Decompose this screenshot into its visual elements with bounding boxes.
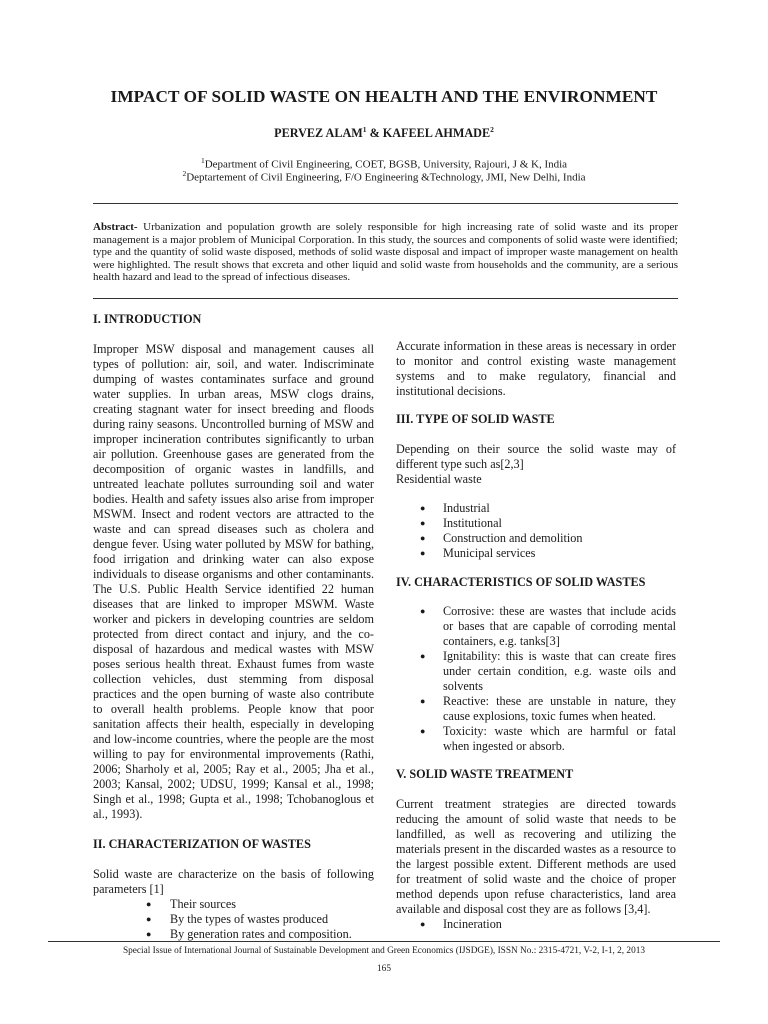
list-item-text: Ignitability: this is waste that can create fires under certain condition, e.g. waste oils and solvents bbox=[443, 649, 676, 693]
affiliation-1-sup: 1 bbox=[200, 156, 205, 165]
bullet-icon: ● bbox=[420, 533, 426, 543]
type-heading: III. TYPE OF SOLID WASTE bbox=[396, 412, 555, 426]
treatment-heading: V. SOLID WASTE TREATMENT bbox=[396, 767, 574, 781]
type-paragraph: Depending on their source the solid waste may of different type such as[2,3] bbox=[396, 442, 676, 471]
journal-footer: Special Issue of International Journal of Sustainable Development and Green Economics (IJSDGE), ISSN No.: 2315-4721, V-2, I-1, 2, 2013 bbox=[122, 946, 646, 956]
bullet-icon: ● bbox=[420, 503, 426, 513]
author-separator: & bbox=[366, 126, 383, 141]
type-subheading: Residential waste bbox=[396, 472, 482, 486]
characteristics-list bbox=[396, 604, 676, 754]
left-column bbox=[93, 312, 374, 942]
bullet-icon: ● bbox=[146, 929, 152, 939]
list-item-text: Institutional bbox=[443, 516, 502, 530]
paper-title: IMPACT OF SOLID WASTE ON HEALTH AND THE ENVIRONMENT bbox=[110, 87, 658, 106]
list-item bbox=[420, 501, 676, 516]
continuation-paragraph: Accurate information in these areas is necessary in order to monitor and control existing waste management systems and to make regulatory, financial and institutional decisions. bbox=[396, 339, 676, 398]
characterization-paragraph: Solid waste are characterize on the basis of following parameters [1] bbox=[93, 867, 374, 896]
list-item-text: Their sources bbox=[170, 897, 236, 911]
list-item bbox=[146, 897, 374, 912]
list-item bbox=[146, 912, 374, 927]
bullet-icon: ● bbox=[146, 899, 152, 909]
list-item-text: Municipal services bbox=[443, 546, 536, 560]
affiliation-2-sup: 2 bbox=[182, 169, 187, 178]
treatment-list bbox=[396, 917, 676, 932]
author-1: PERVEZ ALAM bbox=[274, 126, 363, 141]
affiliation-1-text: Department of Civil Engineering, COET, BGSB, University, Rajouri, J & K, India bbox=[204, 158, 568, 171]
characteristics-heading: IV. CHARACTERISTICS OF SOLID WASTES bbox=[396, 575, 646, 589]
bullet-icon: ● bbox=[420, 726, 426, 736]
divider-abstract bbox=[93, 298, 678, 299]
list-item bbox=[420, 531, 676, 546]
bullet-icon: ● bbox=[420, 518, 426, 528]
list-item-text: Toxicity: waste which are harmful or fatal when ingested or absorb. bbox=[443, 724, 676, 753]
affiliation-2 bbox=[0, 167, 768, 185]
list-item bbox=[146, 927, 374, 942]
list-item bbox=[420, 917, 676, 932]
right-column bbox=[396, 339, 676, 932]
bullet-icon: ● bbox=[420, 696, 426, 706]
divider-footer bbox=[48, 941, 720, 942]
list-item-text: Construction and demolition bbox=[443, 531, 583, 545]
list-item bbox=[420, 604, 676, 649]
bullet-icon: ● bbox=[420, 548, 426, 558]
author-2: KAFEEL AHMADE bbox=[382, 126, 491, 141]
treatment-paragraph: Current treatment strategies are directed towards reducing the amount of solid waste that needs to be landfilled, as well as recovering and utilizing the materials present in the discarded wastes as a resource to the largest possible extent. Different methods are used for treatment of solid waste and the choice of proper method depends upon refuse characteristics, land area available and disposal cost they are as follows [3,4]. bbox=[396, 797, 676, 916]
page-number: 165 bbox=[377, 964, 391, 974]
list-item bbox=[420, 516, 676, 531]
list-item-text: By generation rates and composition. bbox=[170, 927, 352, 941]
list-item-text: Industrial bbox=[443, 501, 490, 515]
intro-paragraph: Improper MSW disposal and management causes all types of pollution: air, soil, and water. Indiscriminate dumping of wastes contaminates surface and ground water supplies. In urban areas, MSW clogs drains, creating stagnant water for insect breeding and floods during rainy seasons. Uncontrolled burning of MSW and improper incineration contributes significantly to urban air pollution. Greenhouse gases are generated from the decomposition of organic wastes in landfills, and untreated leachate pollutes surrounding soil and water bodies. Health and safety issues also arise from improper MSWM. Insect and rodent vectors are attracted to the waste and can spread diseases such as cholera and dengue fever. Using water polluted by MSW for bathing, food irrigation and drinking water can also expose individuals to disease organisms and other contaminants. The U.S. Public Health Service identified 22 human diseases that are linked to improper MSWM. Waste worker and pickers in developing countries are seldom protected from direct contact and injury, and the co-disposal of hazardous and medical wastes with MSW poses serious health threat. Exhaust fumes from waste collection vehicles, dust stemming from disposal practices and the open burning of waste also contribute to overall health problems. People know that poor sanitation affects their health, especially in developing and low-income countries, where the people are the most willing to pay for environmental improvements (Rathi, 2006; Sharholy et al, 2005; Ray et al., 2005; Jha et al., 2003; Kansal, 2002; UDSU, 1999; Kansal et al., 1998; Singh et al., 1998; Gupta et al., 1998; Tchobanoglous et al., 1993). bbox=[93, 342, 374, 821]
bullet-icon: ● bbox=[420, 606, 426, 616]
abstract-text: Urbanization and population growth are solely responsible for high increasing rate of solid waste and its proper management is a major problem of Municipal Corporation. In this study, the sources and components of solid waste were identified; type and the quantity of solid waste disposed, methods of solid waste disposal and impact of improper waste management on health were highlighted. The result shows that excreta and other liquid and solid waste from households and the community, are a serious health hazard and lead to the spread of infectious diseases. bbox=[93, 221, 678, 284]
characterization-heading: II. CHARACTERIZATION OF WASTES bbox=[93, 837, 311, 851]
affiliation-2-text: Deptartement of Civil Engineering, F/O Engineering &Technology, JMI, New Delhi, India bbox=[186, 171, 586, 184]
list-item bbox=[420, 546, 676, 561]
type-list bbox=[396, 501, 676, 561]
list-item-text: Incineration bbox=[443, 917, 502, 931]
abstract-label: Abstract- bbox=[93, 221, 138, 233]
author-1-sup: 1 bbox=[362, 125, 367, 134]
abstract bbox=[93, 221, 678, 284]
divider-top bbox=[93, 203, 678, 204]
list-item bbox=[420, 649, 676, 694]
list-item-text: By the types of wastes produced bbox=[170, 912, 329, 926]
authors bbox=[0, 125, 768, 141]
author-2-sup: 2 bbox=[490, 125, 494, 134]
list-item bbox=[420, 694, 676, 724]
bullet-icon: ● bbox=[420, 919, 426, 929]
list-item bbox=[420, 724, 676, 754]
characterization-list bbox=[93, 897, 374, 942]
bullet-icon: ● bbox=[146, 914, 152, 924]
list-item-text: Reactive: these are unstable in nature, they cause explosions, toxic fumes when heated. bbox=[443, 694, 676, 723]
bullet-icon: ● bbox=[420, 651, 426, 661]
list-item-text: Corrosive: these are wastes that include acids or bases that are capable of corroding mental containers, e.g. tanks[3] bbox=[443, 604, 676, 648]
intro-heading: I. INTRODUCTION bbox=[93, 312, 202, 326]
